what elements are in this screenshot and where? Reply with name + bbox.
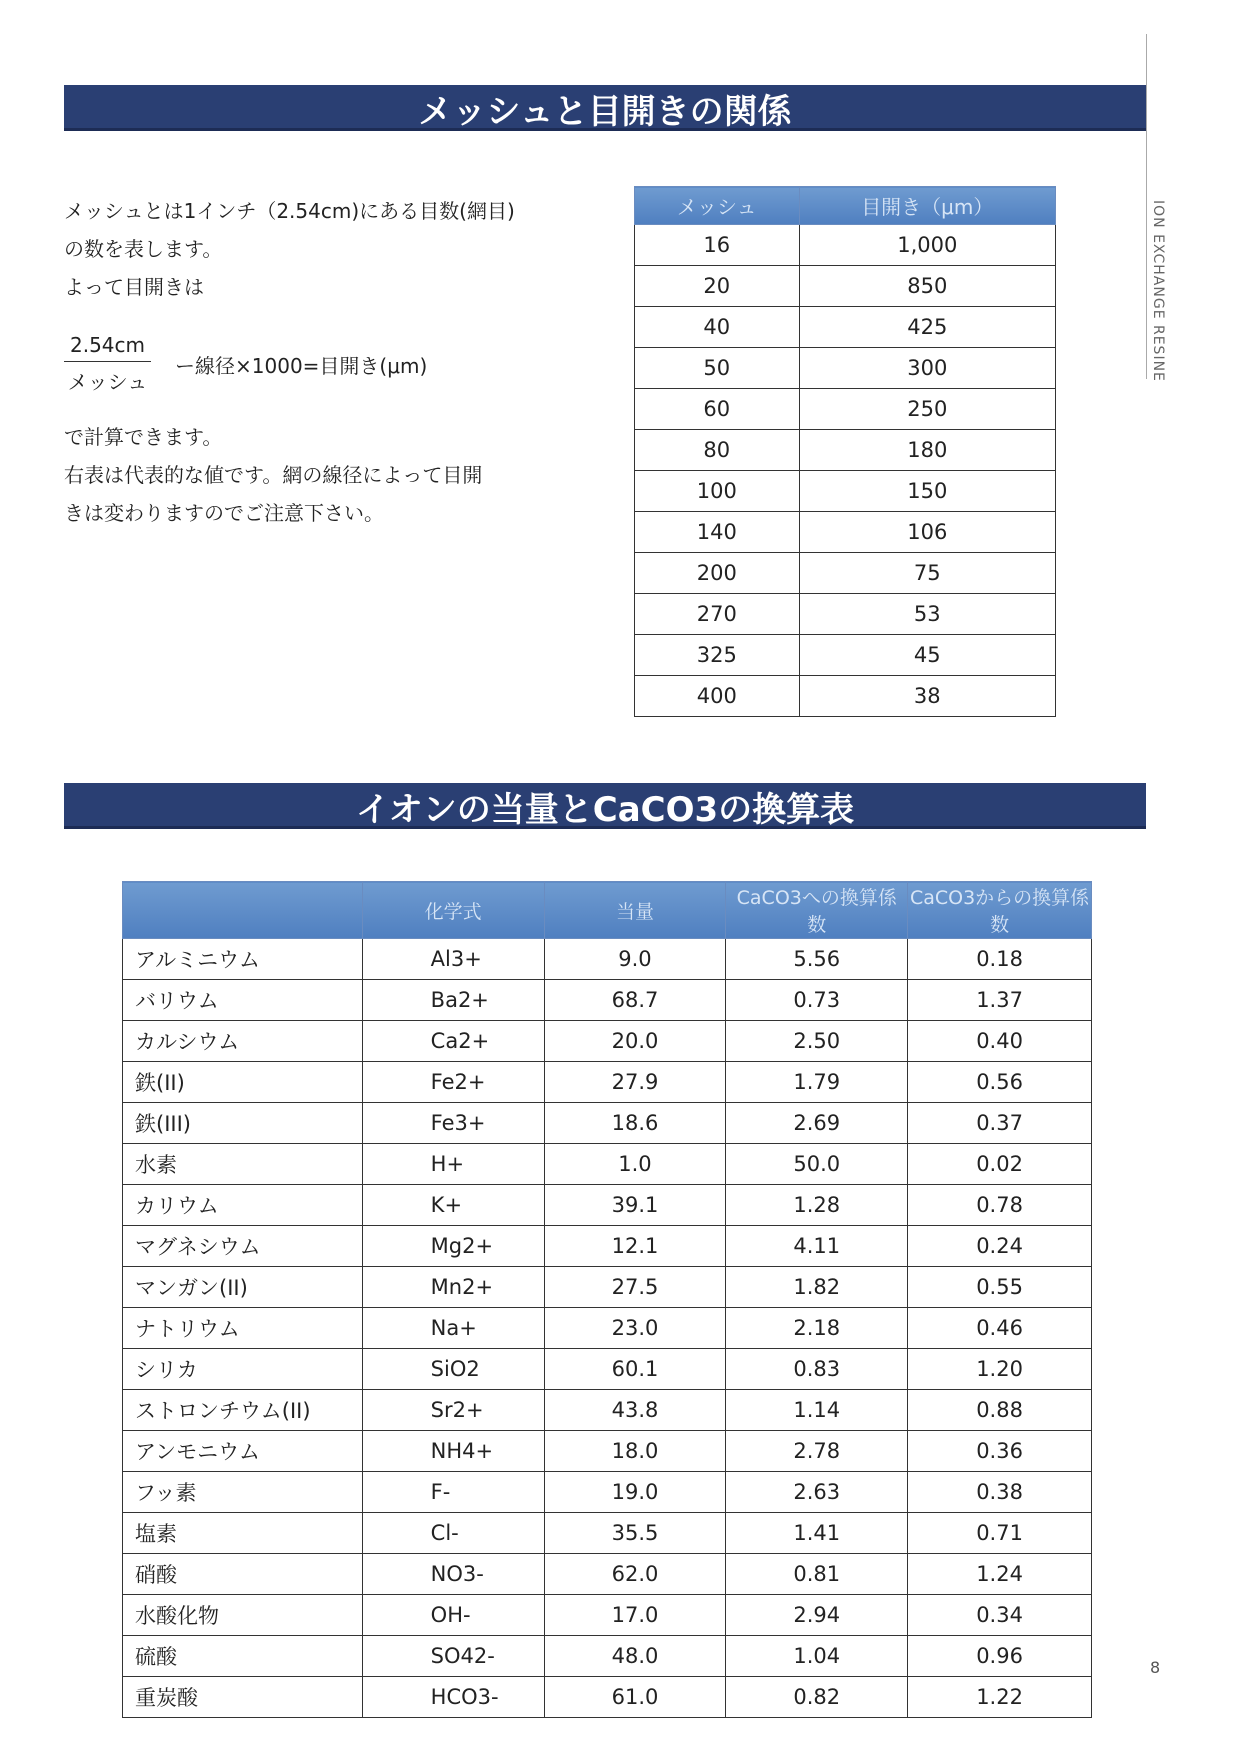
ion-equivalent-cell: 35.5 (544, 1513, 726, 1554)
opening-cell: 150 (799, 471, 1055, 512)
opening-cell: 300 (799, 348, 1055, 389)
ion-from-caco3-cell: 0.88 (908, 1390, 1092, 1431)
ion-equivalent-cell: 60.1 (544, 1349, 726, 1390)
ion-header-name (123, 882, 363, 939)
ion-header-from-caco3: CaCO3からの換算係数 (908, 882, 1092, 939)
ion-formula-cell: Fe2+ (362, 1062, 544, 1103)
ion-equivalent-cell: 12.1 (544, 1226, 726, 1267)
ion-formula-cell: SO42- (362, 1636, 544, 1677)
mesh-cell: 400 (635, 676, 800, 717)
ion-equivalent-cell: 1.0 (544, 1144, 726, 1185)
table-row (123, 1144, 1092, 1185)
table-row (123, 1431, 1092, 1472)
ion-from-caco3-cell: 0.55 (908, 1267, 1092, 1308)
section-title-ion (64, 783, 1146, 829)
ion-from-caco3-cell: 1.22 (908, 1677, 1092, 1718)
ion-name-cell: カルシウム (123, 1021, 363, 1062)
intro-line-5: 右表は代表的な値です。網の線径によって目開 (64, 463, 483, 487)
intro-line-1: メッシュとは1インチ（2.54cm)にある目数(網目) (64, 199, 515, 223)
table-row (635, 471, 1056, 512)
ion-to-caco3-cell: 1.28 (726, 1185, 908, 1226)
ion-from-caco3-cell: 0.02 (908, 1144, 1092, 1185)
table-row (123, 939, 1092, 980)
ion-equivalent-cell: 18.0 (544, 1431, 726, 1472)
ion-to-caco3-cell: 0.82 (726, 1677, 908, 1718)
table-row (635, 389, 1056, 430)
ion-to-caco3-cell: 0.83 (726, 1349, 908, 1390)
ion-from-caco3-cell: 0.37 (908, 1103, 1092, 1144)
ion-formula-cell: F- (362, 1472, 544, 1513)
ion-formula-cell: Mn2+ (362, 1267, 544, 1308)
ion-name-cell: シリカ (123, 1349, 363, 1390)
ion-table-body (123, 939, 1092, 1718)
ion-name-cell: アルミニウム (123, 939, 363, 980)
ion-formula-cell: Cl- (362, 1513, 544, 1554)
mesh-cell: 325 (635, 635, 800, 676)
table-row (123, 1267, 1092, 1308)
ion-equivalent-cell: 39.1 (544, 1185, 726, 1226)
mesh-intro (64, 192, 564, 306)
table-row (123, 1677, 1092, 1718)
table-row (123, 1513, 1092, 1554)
opening-cell: 45 (799, 635, 1055, 676)
table-row (123, 1349, 1092, 1390)
table-row (635, 512, 1056, 553)
ion-equivalent-cell: 23.0 (544, 1308, 726, 1349)
ion-name-cell: 重炭酸 (123, 1677, 363, 1718)
ion-to-caco3-cell: 1.04 (726, 1636, 908, 1677)
ion-equivalent-cell: 61.0 (544, 1677, 726, 1718)
mesh-cell: 16 (635, 225, 800, 266)
ion-from-caco3-cell: 0.78 (908, 1185, 1092, 1226)
ion-equivalent-cell: 27.9 (544, 1062, 726, 1103)
ion-to-caco3-cell: 2.18 (726, 1308, 908, 1349)
ion-from-caco3-cell: 1.37 (908, 980, 1092, 1021)
ion-name-cell: 硝酸 (123, 1554, 363, 1595)
table-row (635, 553, 1056, 594)
table-row (123, 1595, 1092, 1636)
opening-cell: 250 (799, 389, 1055, 430)
ion-equivalent-cell: 62.0 (544, 1554, 726, 1595)
table-row (123, 1554, 1092, 1595)
ion-formula-cell: Ca2+ (362, 1021, 544, 1062)
side-label: ION EXCHANGE RESINE (1150, 200, 1166, 382)
intro-line-4: で計算できます。 (64, 425, 223, 449)
mesh-cell: 270 (635, 594, 800, 635)
table-row (123, 1472, 1092, 1513)
ion-formula-cell: Mg2+ (362, 1226, 544, 1267)
mesh-cell: 50 (635, 348, 800, 389)
table-row (123, 1308, 1092, 1349)
table-row (635, 266, 1056, 307)
ion-formula-cell: H+ (362, 1144, 544, 1185)
ion-name-cell: バリウム (123, 980, 363, 1021)
section-title-ion-text: イオンの当量とCaCO3の換算表 (355, 789, 855, 830)
ion-name-cell: カリウム (123, 1185, 363, 1226)
table-row (635, 676, 1056, 717)
ion-header-formula: 化学式 (362, 882, 544, 939)
ion-table (122, 881, 1092, 1718)
table-row (123, 1103, 1092, 1144)
ion-from-caco3-cell: 0.18 (908, 939, 1092, 980)
mesh-cell: 60 (635, 389, 800, 430)
ion-name-cell: マグネシウム (123, 1226, 363, 1267)
table-row (635, 430, 1056, 471)
ion-to-caco3-cell: 2.50 (726, 1021, 908, 1062)
ion-to-caco3-cell: 50.0 (726, 1144, 908, 1185)
intro-line-6: きは変わりますのでご注意下さい。 (64, 501, 384, 525)
table-row (635, 307, 1056, 348)
ion-header-to-caco3: CaCO3への換算係数 (726, 882, 908, 939)
ion-equivalent-cell: 20.0 (544, 1021, 726, 1062)
opening-cell: 75 (799, 553, 1055, 594)
opening-cell: 425 (799, 307, 1055, 348)
mesh-cell: 80 (635, 430, 800, 471)
opening-cell: 850 (799, 266, 1055, 307)
formula-denominator: メッシュ (67, 370, 148, 394)
table-row (123, 1390, 1092, 1431)
intro-line-2: の数を表します。 (64, 237, 223, 261)
ion-name-cell: マンガン(II) (123, 1267, 363, 1308)
ion-equivalent-cell: 17.0 (544, 1595, 726, 1636)
ion-from-caco3-cell: 0.38 (908, 1472, 1092, 1513)
mesh-cell: 140 (635, 512, 800, 553)
ion-from-caco3-cell: 0.40 (908, 1021, 1092, 1062)
ion-name-cell: 硫酸 (123, 1636, 363, 1677)
ion-header-equivalent: 当量 (544, 882, 726, 939)
ion-to-caco3-cell: 2.69 (726, 1103, 908, 1144)
opening-cell: 180 (799, 430, 1055, 471)
ion-from-caco3-cell: 0.24 (908, 1226, 1092, 1267)
ion-equivalent-cell: 9.0 (544, 939, 726, 980)
ion-name-cell: ストロンチウム(II) (123, 1390, 363, 1431)
ion-to-caco3-cell: 4.11 (726, 1226, 908, 1267)
ion-from-caco3-cell: 0.36 (908, 1431, 1092, 1472)
opening-cell: 1,000 (799, 225, 1055, 266)
ion-equivalent-cell: 27.5 (544, 1267, 726, 1308)
mesh-intro-continued (64, 418, 564, 532)
ion-equivalent-cell: 43.8 (544, 1390, 726, 1431)
mesh-cell: 20 (635, 266, 800, 307)
opening-cell: 38 (799, 676, 1055, 717)
ion-formula-cell: Sr2+ (362, 1390, 544, 1431)
ion-formula-cell: Al3+ (362, 939, 544, 980)
ion-to-caco3-cell: 1.14 (726, 1390, 908, 1431)
ion-to-caco3-cell: 1.41 (726, 1513, 908, 1554)
formula-rest: ー線径×1000=目開き(μm) (175, 353, 428, 378)
ion-from-caco3-cell: 0.56 (908, 1062, 1092, 1103)
ion-from-caco3-cell: 0.71 (908, 1513, 1092, 1554)
opening-cell: 53 (799, 594, 1055, 635)
mesh-cell: 200 (635, 553, 800, 594)
side-divider (1146, 34, 1147, 379)
table-row (635, 635, 1056, 676)
ion-equivalent-cell: 19.0 (544, 1472, 726, 1513)
ion-to-caco3-cell: 2.78 (726, 1431, 908, 1472)
ion-from-caco3-cell: 0.34 (908, 1595, 1092, 1636)
ion-to-caco3-cell: 5.56 (726, 939, 908, 980)
table-row (123, 1021, 1092, 1062)
ion-from-caco3-cell: 0.96 (908, 1636, 1092, 1677)
table-row (123, 1636, 1092, 1677)
ion-name-cell: アンモニウム (123, 1431, 363, 1472)
ion-formula-cell: Ba2+ (362, 980, 544, 1021)
ion-formula-cell: HCO3- (362, 1677, 544, 1718)
mesh-table-header (635, 187, 1056, 225)
ion-from-caco3-cell: 1.24 (908, 1554, 1092, 1595)
mesh-table (634, 186, 1056, 717)
ion-from-caco3-cell: 0.46 (908, 1308, 1092, 1349)
table-row (635, 594, 1056, 635)
page-number: 8 (1150, 1658, 1161, 1677)
formula-numerator: 2.54cm (64, 333, 151, 362)
ion-to-caco3-cell: 0.81 (726, 1554, 908, 1595)
ion-formula-cell: OH- (362, 1595, 544, 1636)
mesh-cell: 40 (635, 307, 800, 348)
table-row (123, 1226, 1092, 1267)
ion-formula-cell: K+ (362, 1185, 544, 1226)
mesh-header-mesh: メッシュ (635, 187, 800, 225)
ion-name-cell: ナトリウム (123, 1308, 363, 1349)
ion-to-caco3-cell: 1.82 (726, 1267, 908, 1308)
ion-name-cell: 水酸化物 (123, 1595, 363, 1636)
section-title-mesh (64, 85, 1146, 131)
opening-cell: 106 (799, 512, 1055, 553)
ion-table-header (123, 882, 1092, 939)
ion-name-cell: 鉄(III) (123, 1103, 363, 1144)
ion-name-cell: 水素 (123, 1144, 363, 1185)
table-row (635, 348, 1056, 389)
mesh-header-opening: 目開き（μm） (799, 187, 1055, 225)
section-title-mesh-text: メッシュと目開きの関係 (418, 91, 792, 132)
table-row (635, 225, 1056, 266)
ion-formula-cell: Fe3+ (362, 1103, 544, 1144)
ion-to-caco3-cell: 0.73 (726, 980, 908, 1021)
table-row (123, 1062, 1092, 1103)
mesh-formula (64, 333, 427, 395)
ion-from-caco3-cell: 1.20 (908, 1349, 1092, 1390)
ion-name-cell: フッ素 (123, 1472, 363, 1513)
table-row (123, 1185, 1092, 1226)
ion-formula-cell: NO3- (362, 1554, 544, 1595)
ion-formula-cell: Na+ (362, 1308, 544, 1349)
formula-fraction (64, 333, 151, 395)
ion-formula-cell: NH4+ (362, 1431, 544, 1472)
ion-to-caco3-cell: 2.63 (726, 1472, 908, 1513)
table-row (123, 980, 1092, 1021)
ion-equivalent-cell: 48.0 (544, 1636, 726, 1677)
ion-to-caco3-cell: 2.94 (726, 1595, 908, 1636)
ion-to-caco3-cell: 1.79 (726, 1062, 908, 1103)
ion-name-cell: 鉄(II) (123, 1062, 363, 1103)
ion-name-cell: 塩素 (123, 1513, 363, 1554)
ion-equivalent-cell: 68.7 (544, 980, 726, 1021)
mesh-cell: 100 (635, 471, 800, 512)
ion-equivalent-cell: 18.6 (544, 1103, 726, 1144)
ion-formula-cell: SiO2 (362, 1349, 544, 1390)
intro-line-3: よって目開きは (64, 275, 204, 299)
